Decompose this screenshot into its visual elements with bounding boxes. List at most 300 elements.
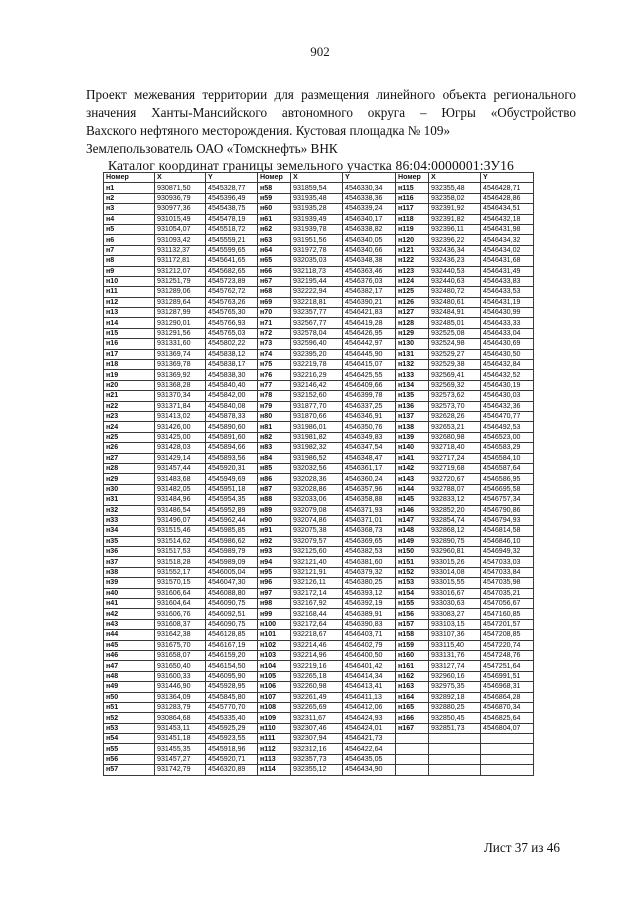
y-coordinate-cell: 4546523,00 <box>481 432 534 442</box>
x-coordinate-cell: 931331,60 <box>155 339 206 349</box>
x-coordinate-cell: 932222,94 <box>291 287 343 297</box>
x-coordinate-cell: 932312,16 <box>291 744 343 754</box>
x-coordinate-cell: 931482,05 <box>155 484 206 494</box>
point-number-cell: н3 <box>104 204 155 214</box>
point-number-cell: н27 <box>104 453 155 463</box>
y-coordinate-cell: 4545838,12 <box>206 349 258 359</box>
point-number-cell: н85 <box>258 463 291 473</box>
x-coordinate-cell: 932529,27 <box>429 349 481 359</box>
y-coordinate-cell: 4546399,78 <box>343 391 396 401</box>
column-header: X <box>291 173 343 183</box>
x-coordinate-cell: 930864,68 <box>155 713 206 723</box>
y-coordinate-cell: 4546428,86 <box>481 193 534 203</box>
y-coordinate-cell: 4546090,75 <box>206 599 258 609</box>
table-row <box>104 578 534 588</box>
x-coordinate-cell: 931457,27 <box>155 754 206 764</box>
y-coordinate-cell: 4547056,67 <box>481 599 534 609</box>
y-coordinate-cell: 4545986,62 <box>206 536 258 546</box>
point-number-cell: н138 <box>396 422 429 432</box>
x-coordinate-cell: 931455,35 <box>155 744 206 754</box>
column-header: Номер <box>104 173 155 183</box>
x-coordinate-cell: 932355,12 <box>291 765 343 775</box>
x-coordinate-cell: 932833,12 <box>429 495 481 505</box>
point-number-cell: н118 <box>396 214 429 224</box>
x-coordinate-cell: 932868,12 <box>429 526 481 536</box>
table-row <box>104 619 534 629</box>
y-coordinate-cell: 4546757,34 <box>481 495 534 505</box>
y-coordinate-cell: 4545396,49 <box>206 193 258 203</box>
x-coordinate-cell: 932960,16 <box>429 671 481 681</box>
x-coordinate-cell: 932854,74 <box>429 515 481 525</box>
y-coordinate-cell: 4546392,19 <box>343 599 396 609</box>
point-number-cell: н55 <box>104 744 155 754</box>
x-coordinate-cell: 932596,40 <box>291 339 343 349</box>
x-coordinate-cell: 931951,56 <box>291 235 343 245</box>
y-coordinate-cell: 4545641,65 <box>206 256 258 266</box>
y-coordinate-cell: 4546159,20 <box>206 650 258 660</box>
y-coordinate-cell: 4546167,19 <box>206 640 258 650</box>
x-coordinate-cell: 933083,27 <box>429 609 481 619</box>
point-number-cell: н36 <box>104 547 155 557</box>
x-coordinate-cell: 932028,86 <box>291 484 343 494</box>
x-coordinate-cell: 931428,03 <box>155 443 206 453</box>
table-row <box>104 609 534 619</box>
x-coordinate-cell: 932960,81 <box>429 547 481 557</box>
point-number-cell: н78 <box>258 391 291 401</box>
y-coordinate-cell: 4546794,93 <box>481 515 534 525</box>
y-coordinate-cell: 4546340,66 <box>343 245 396 255</box>
y-coordinate-cell: 4546348,38 <box>343 256 396 266</box>
point-number-cell: н99 <box>258 609 291 619</box>
point-number-cell: н57 <box>104 765 155 775</box>
x-coordinate-cell: 932265,69 <box>291 702 343 712</box>
y-coordinate-cell: 4546361,17 <box>343 463 396 473</box>
x-coordinate-cell: 932719,68 <box>429 463 481 473</box>
table-row <box>104 349 534 359</box>
x-coordinate-cell: 931606,64 <box>155 588 206 598</box>
point-number-cell: н31 <box>104 495 155 505</box>
y-coordinate-cell: 4546413,41 <box>343 682 396 692</box>
y-coordinate-cell: 4546825,64 <box>481 713 534 723</box>
point-number-cell: н70 <box>258 308 291 318</box>
x-coordinate-cell: 931986,01 <box>291 422 343 432</box>
point-number-cell: н116 <box>396 193 429 203</box>
x-coordinate-cell: 931289,64 <box>155 297 206 307</box>
point-number-cell: н149 <box>396 536 429 546</box>
y-coordinate-cell: 4546470,77 <box>481 411 534 421</box>
x-coordinate-cell: 931369,74 <box>155 349 206 359</box>
x-coordinate-cell: 933131,76 <box>429 650 481 660</box>
x-coordinate-cell: 932680,98 <box>429 432 481 442</box>
table-row <box>104 256 534 266</box>
y-coordinate-cell: 4546433,83 <box>481 276 534 286</box>
point-number-cell: н86 <box>258 474 291 484</box>
table-row <box>104 505 534 515</box>
table-row <box>104 276 534 286</box>
y-coordinate-cell: 4546492,53 <box>481 422 534 432</box>
y-coordinate-cell: 4546428,71 <box>481 183 534 193</box>
y-coordinate-cell: 4546431,98 <box>481 224 534 234</box>
x-coordinate-cell: 930977,36 <box>155 204 206 214</box>
x-coordinate-cell: 932167,92 <box>291 599 343 609</box>
y-coordinate-cell: 4546430,69 <box>481 339 534 349</box>
x-coordinate-cell: 933014,08 <box>429 567 481 577</box>
y-coordinate-cell: 4546346,91 <box>343 411 396 421</box>
x-coordinate-cell: 932440,63 <box>429 276 481 286</box>
point-number-cell: н163 <box>396 682 429 692</box>
y-coordinate-cell: 4546390,21 <box>343 297 396 307</box>
x-coordinate-cell: 931496,07 <box>155 515 206 525</box>
x-coordinate-cell: 932357,73 <box>291 754 343 764</box>
x-coordinate-cell: 931369,78 <box>155 360 206 370</box>
column-header: Y <box>206 173 258 183</box>
y-coordinate-cell: 4545559,21 <box>206 235 258 245</box>
y-coordinate-cell: 4545328,77 <box>206 183 258 193</box>
point-number-cell: н25 <box>104 432 155 442</box>
x-coordinate-cell: 932172,64 <box>291 619 343 629</box>
x-coordinate-cell: 932214,46 <box>291 640 343 650</box>
table-row <box>104 360 534 370</box>
point-number-cell: н164 <box>396 692 429 702</box>
x-coordinate-cell: 932195,44 <box>291 276 343 286</box>
point-number-cell: н108 <box>258 702 291 712</box>
x-coordinate-cell: 932573,62 <box>429 391 481 401</box>
y-coordinate-cell: 4545925,29 <box>206 723 258 733</box>
y-coordinate-cell: 4546400,50 <box>343 650 396 660</box>
y-coordinate-cell: 4547248,76 <box>481 650 534 660</box>
table-row <box>104 557 534 567</box>
y-coordinate-cell: 4546430,50 <box>481 349 534 359</box>
y-coordinate-cell: 4545989,79 <box>206 547 258 557</box>
coordinates-table <box>103 172 534 776</box>
table-row <box>104 484 534 494</box>
y-coordinate-cell: 4546358,88 <box>343 495 396 505</box>
point-number-cell: н66 <box>258 266 291 276</box>
y-coordinate-cell: 4545762,72 <box>206 287 258 297</box>
y-coordinate-cell: 4546128,85 <box>206 630 258 640</box>
y-coordinate-cell: 4545840,08 <box>206 401 258 411</box>
x-coordinate-cell: 932118,73 <box>291 266 343 276</box>
table-row <box>104 495 534 505</box>
x-coordinate-cell: 932121,40 <box>291 557 343 567</box>
column-header: Номер <box>396 173 429 183</box>
x-coordinate-cell: 932168,44 <box>291 609 343 619</box>
y-coordinate-cell: 4547208,85 <box>481 630 534 640</box>
y-coordinate-cell: 4546584,10 <box>481 453 534 463</box>
x-coordinate-cell: 932440,53 <box>429 266 481 276</box>
y-coordinate-cell: 4546350,76 <box>343 422 396 432</box>
x-coordinate-cell: 932126,11 <box>291 578 343 588</box>
y-coordinate-cell: 4547220,74 <box>481 640 534 650</box>
x-coordinate-cell: 933015,55 <box>429 578 481 588</box>
x-coordinate-cell: 932851,73 <box>429 723 481 733</box>
table-row <box>104 567 534 577</box>
x-coordinate-cell: 931859,54 <box>291 183 343 193</box>
y-coordinate-cell: 4546870,34 <box>481 702 534 712</box>
y-coordinate-cell: 4546432,18 <box>481 214 534 224</box>
x-coordinate-cell <box>429 744 481 754</box>
table-row <box>104 702 534 712</box>
y-coordinate-cell: 4546432,84 <box>481 360 534 370</box>
point-number-cell <box>396 734 429 744</box>
y-coordinate-cell: 4546380,25 <box>343 578 396 588</box>
x-coordinate-cell: 931515,46 <box>155 526 206 536</box>
x-coordinate-cell: 932152,60 <box>291 391 343 401</box>
column-header: X <box>155 173 206 183</box>
heading-line-1: Проект межевания территории для размещения линейного объекта регионального <box>86 87 576 102</box>
y-coordinate-cell: 4546424,93 <box>343 713 396 723</box>
point-number-cell: н29 <box>104 474 155 484</box>
y-coordinate-cell: 4545962,44 <box>206 515 258 525</box>
x-coordinate-cell: 931606,76 <box>155 609 206 619</box>
y-coordinate-cell: 4547033,84 <box>481 567 534 577</box>
x-coordinate-cell: 932358,02 <box>429 193 481 203</box>
table-row <box>104 224 534 234</box>
x-coordinate-cell: 932075,38 <box>291 526 343 536</box>
x-coordinate-cell: 931518,28 <box>155 557 206 567</box>
point-number-cell: н68 <box>258 287 291 297</box>
point-number-cell: н33 <box>104 515 155 525</box>
x-coordinate-cell: 931451,18 <box>155 734 206 744</box>
x-coordinate-cell: 931486,54 <box>155 505 206 515</box>
point-number-cell: н162 <box>396 671 429 681</box>
table-row <box>104 193 534 203</box>
point-number-cell: н137 <box>396 411 429 421</box>
x-coordinate-cell: 932218,81 <box>291 297 343 307</box>
x-coordinate-cell: 932146,42 <box>291 380 343 390</box>
point-number-cell: н46 <box>104 650 155 660</box>
point-number-cell: н37 <box>104 557 155 567</box>
point-number-cell: н144 <box>396 484 429 494</box>
table-row <box>104 297 534 307</box>
table-row <box>104 422 534 432</box>
x-coordinate-cell: 930871,50 <box>155 183 206 193</box>
point-number-cell: н100 <box>258 619 291 629</box>
table-row <box>104 650 534 660</box>
x-coordinate-cell: 933030,63 <box>429 599 481 609</box>
x-coordinate-cell: 932035,03 <box>291 256 343 266</box>
y-coordinate-cell: 4546695,58 <box>481 484 534 494</box>
point-number-cell: н47 <box>104 661 155 671</box>
x-coordinate-cell: 931742,79 <box>155 765 206 775</box>
column-header: Y <box>481 173 534 183</box>
point-number-cell: н167 <box>396 723 429 733</box>
x-coordinate-cell: 931290,01 <box>155 318 206 328</box>
table-row <box>104 671 534 681</box>
y-coordinate-cell: 4546424,01 <box>343 723 396 733</box>
x-coordinate-cell: 931514,62 <box>155 536 206 546</box>
y-coordinate-cell: 4546363,46 <box>343 266 396 276</box>
point-number-cell: н45 <box>104 640 155 650</box>
x-coordinate-cell: 931287,99 <box>155 308 206 318</box>
table-row <box>104 526 534 536</box>
x-coordinate-cell: 932307,94 <box>291 734 343 744</box>
y-coordinate-cell: 4545920,31 <box>206 463 258 473</box>
y-coordinate-cell: 4546864,28 <box>481 692 534 702</box>
table-row <box>104 339 534 349</box>
y-coordinate-cell: 4546347,54 <box>343 443 396 453</box>
point-number-cell: н127 <box>396 308 429 318</box>
point-number-cell: н155 <box>396 599 429 609</box>
y-coordinate-cell: 4546411,13 <box>343 692 396 702</box>
x-coordinate-cell: 931425,00 <box>155 432 206 442</box>
x-coordinate-cell: 931457,44 <box>155 463 206 473</box>
point-number-cell: н135 <box>396 391 429 401</box>
y-coordinate-cell: 4546433,33 <box>481 318 534 328</box>
page-number: 902 <box>310 44 330 59</box>
y-coordinate-cell: 4545478,19 <box>206 214 258 224</box>
point-number-cell: н34 <box>104 526 155 536</box>
document-heading <box>86 86 576 158</box>
x-coordinate-cell: 932395,20 <box>291 349 343 359</box>
x-coordinate-cell: 932578,04 <box>291 328 343 338</box>
y-coordinate-cell: 4545928,95 <box>206 682 258 692</box>
y-coordinate-cell: 4546431,49 <box>481 266 534 276</box>
x-coordinate-cell <box>429 734 481 744</box>
y-coordinate-cell: 4546586,95 <box>481 474 534 484</box>
x-coordinate-cell: 932975,35 <box>429 682 481 692</box>
y-coordinate-cell: 4546382,17 <box>343 287 396 297</box>
table-row <box>104 287 534 297</box>
y-coordinate-cell: 4546320,89 <box>206 765 258 775</box>
y-coordinate-cell: 4546371,01 <box>343 515 396 525</box>
x-coordinate-cell: 931251,79 <box>155 276 206 286</box>
table-row <box>104 536 534 546</box>
y-coordinate-cell: 4546421,83 <box>343 308 396 318</box>
point-number-cell: н5 <box>104 224 155 234</box>
point-number-cell: н98 <box>258 599 291 609</box>
table-row <box>104 734 534 744</box>
x-coordinate-cell: 932524,98 <box>429 339 481 349</box>
point-number-cell: н122 <box>396 256 429 266</box>
x-coordinate-cell: 931212,07 <box>155 266 206 276</box>
point-number-cell: н123 <box>396 266 429 276</box>
y-coordinate-cell: 4545890,60 <box>206 422 258 432</box>
y-coordinate-cell: 4545951,18 <box>206 484 258 494</box>
x-coordinate-cell: 932880,25 <box>429 702 481 712</box>
point-number-cell: н39 <box>104 578 155 588</box>
x-coordinate-cell: 931370,34 <box>155 391 206 401</box>
point-number-cell: н96 <box>258 578 291 588</box>
point-number-cell: н15 <box>104 328 155 338</box>
y-coordinate-cell: 4545682,65 <box>206 266 258 276</box>
y-coordinate-cell: 4546968,31 <box>481 682 534 692</box>
point-number-cell: н139 <box>396 432 429 442</box>
point-number-cell: н93 <box>258 547 291 557</box>
table-row <box>104 599 534 609</box>
point-number-cell: н148 <box>396 526 429 536</box>
x-coordinate-cell: 932311,67 <box>291 713 343 723</box>
table-row <box>104 515 534 525</box>
point-number-cell: н112 <box>258 744 291 754</box>
y-coordinate-cell: 4545438,75 <box>206 204 258 214</box>
point-number-cell: н113 <box>258 754 291 764</box>
y-coordinate-cell <box>481 754 534 764</box>
point-number-cell: н166 <box>396 713 429 723</box>
x-coordinate-cell: 931877,70 <box>291 401 343 411</box>
y-coordinate-cell: 4546846,10 <box>481 536 534 546</box>
y-coordinate-cell: 4546442,97 <box>343 339 396 349</box>
y-coordinate-cell: 4545599,65 <box>206 245 258 255</box>
point-number-cell: н67 <box>258 276 291 286</box>
point-number-cell: н147 <box>396 515 429 525</box>
point-number-cell: н50 <box>104 692 155 702</box>
table-row <box>104 765 534 775</box>
point-number-cell: н77 <box>258 380 291 390</box>
x-coordinate-cell: 932125,60 <box>291 547 343 557</box>
table-row <box>104 692 534 702</box>
x-coordinate-cell: 932079,08 <box>291 505 343 515</box>
y-coordinate-cell: 4546414,34 <box>343 671 396 681</box>
x-coordinate-cell: 931642,38 <box>155 630 206 640</box>
table-row <box>104 204 534 214</box>
point-number-cell: н90 <box>258 515 291 525</box>
point-number-cell: н44 <box>104 630 155 640</box>
y-coordinate-cell: 4546432,52 <box>481 370 534 380</box>
table-row <box>104 588 534 598</box>
y-coordinate-cell: 4546587,64 <box>481 463 534 473</box>
column-header: X <box>429 173 481 183</box>
y-coordinate-cell: 4545335,40 <box>206 713 258 723</box>
point-number-cell: н145 <box>396 495 429 505</box>
table-row <box>104 401 534 411</box>
point-number-cell: н14 <box>104 318 155 328</box>
point-number-cell: н73 <box>258 339 291 349</box>
point-number-cell: н54 <box>104 734 155 744</box>
x-coordinate-cell: 931283,79 <box>155 702 206 712</box>
x-coordinate-cell <box>429 754 481 764</box>
point-number-cell: н161 <box>396 661 429 671</box>
x-coordinate-cell: 932573,70 <box>429 401 481 411</box>
point-number-cell: н130 <box>396 339 429 349</box>
y-coordinate-cell: 4545802,22 <box>206 339 258 349</box>
point-number-cell: н102 <box>258 640 291 650</box>
point-number-cell: н81 <box>258 422 291 432</box>
x-coordinate-cell: 933016,67 <box>429 588 481 598</box>
point-number-cell: н80 <box>258 411 291 421</box>
point-number-cell: н106 <box>258 682 291 692</box>
y-coordinate-cell: 4546092,51 <box>206 609 258 619</box>
y-coordinate-cell: 4546340,17 <box>343 214 396 224</box>
table-row <box>104 318 534 328</box>
point-number-cell: н12 <box>104 297 155 307</box>
point-number-cell: н129 <box>396 328 429 338</box>
point-number-cell: н69 <box>258 297 291 307</box>
table-row <box>104 328 534 338</box>
x-coordinate-cell: 932355,48 <box>429 183 481 193</box>
point-number-cell: н141 <box>396 453 429 463</box>
point-number-cell: н18 <box>104 360 155 370</box>
point-number-cell: н62 <box>258 224 291 234</box>
y-coordinate-cell: 4546403,71 <box>343 630 396 640</box>
table-row <box>104 183 534 193</box>
x-coordinate-cell: 932890,75 <box>429 536 481 546</box>
y-coordinate-cell: 4546991,51 <box>481 671 534 681</box>
point-number-cell: н53 <box>104 723 155 733</box>
column-header: Y <box>343 173 396 183</box>
point-number-cell: н120 <box>396 235 429 245</box>
sheet-label: Лист 37 из 46 <box>483 840 560 855</box>
point-number-cell: н41 <box>104 599 155 609</box>
y-coordinate-cell: 4545765,03 <box>206 328 258 338</box>
x-coordinate-cell: 931289,06 <box>155 287 206 297</box>
y-coordinate-cell: 4545985,85 <box>206 526 258 536</box>
x-coordinate-cell: 932653,21 <box>429 422 481 432</box>
point-number-cell: н83 <box>258 443 291 453</box>
y-coordinate-cell: 4545954,35 <box>206 495 258 505</box>
point-number-cell: н79 <box>258 401 291 411</box>
heading-line-4: Землепользователь ОАО «Томскнефть» ВНК <box>86 141 338 156</box>
